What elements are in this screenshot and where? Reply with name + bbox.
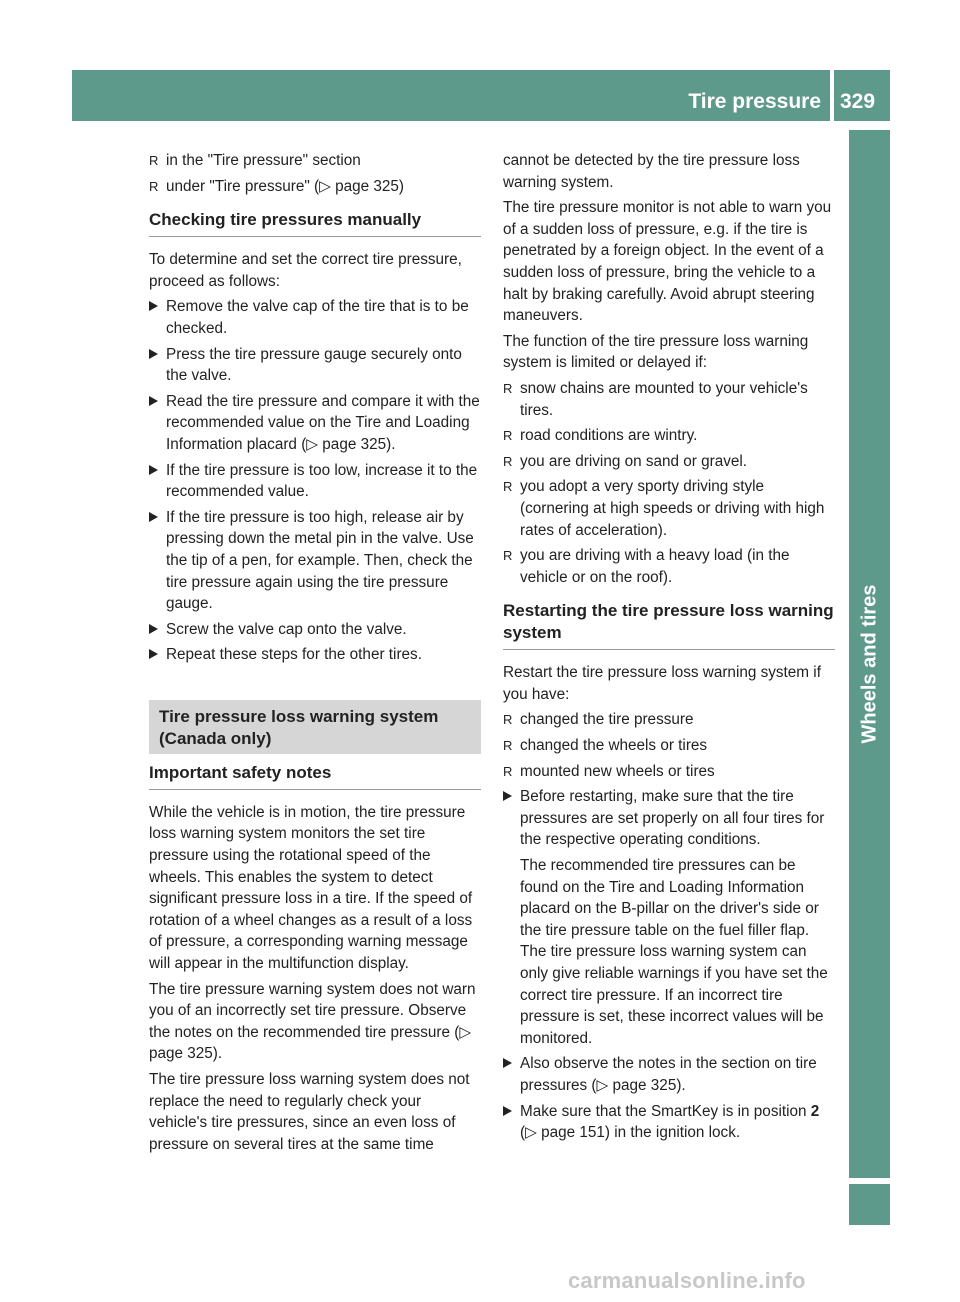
chapter-marker [849, 1184, 890, 1225]
bullet-marker: R [503, 548, 513, 564]
list-item: R changed the wheels or tires [503, 735, 835, 757]
paragraph: While the vehicle is in motion, the tire pressure loss warning system monitors the set tire pressure using the rotational speed of the wheels. This enables the system to detect significant pressure loss in a tire. If the speed of rotation of a wheel changes as a result of a loss of pressure, a corresponding warning message will appear in the multifunction display. [149, 803, 473, 973]
paragraph: cannot be detected by the tire pressure loss warning system. [503, 152, 800, 191]
step-arrow-icon [149, 396, 158, 406]
bullet-marker: R [503, 479, 513, 495]
paragraph: Restart the tire pressure loss warning system if you have: [503, 664, 821, 703]
step-arrow-icon [149, 624, 158, 634]
list-item: R you adopt a very sporty driving style (cornering at high speeds or driving with high rates of acceleration). [503, 478, 825, 539]
bullet-marker: R [503, 712, 513, 728]
list-item: R snow chains are mounted to your vehicle's tires. [503, 379, 808, 419]
bullet-marker: R [503, 763, 513, 779]
list-item: R road conditions are wintry. [503, 425, 835, 447]
step-item: Read the tire pressure and compare it with the recommended value on the Tire and Loading Information placard (▷ page 325). [149, 391, 481, 456]
bullet-marker: R [503, 380, 513, 396]
step-arrow-icon [503, 1106, 512, 1116]
step-arrow-icon [149, 649, 158, 659]
right-column [503, 150, 835, 1148]
position-number: 2 [810, 1102, 820, 1120]
bullet-marker: R [149, 153, 159, 168]
step-item: Screw the valve cap onto the valve. [149, 619, 481, 641]
left-column [149, 150, 481, 1159]
list-item: R changed the tire pressure [503, 709, 835, 731]
step-item: If the tire pressure is too low, increase it to the recommended value. [149, 460, 481, 503]
list-item: R you are driving on sand or gravel. [503, 451, 835, 473]
list-item: R under "Tire pressure" (▷ page 325) [149, 176, 481, 198]
step-item: Repeat these steps for the other tires. [149, 644, 481, 666]
list-item: R mounted new wheels or tires [503, 761, 835, 783]
watermark: carmanualsonline.info [568, 1268, 806, 1293]
section-heading-restart: Restarting the tire pressure loss warning system [503, 600, 835, 650]
chapter-label: Wheels and tires [858, 584, 881, 744]
bullet-marker: R [503, 453, 513, 469]
section-heading-checking: Checking tire pressures manually [149, 209, 481, 237]
paragraph: The tire pressure monitor is not able to warn you of a sudden loss of pressure, e.g. if the tire is penetrated by a foreign object. In the event of a sudden loss of pressure, bring the vehicle to a halt by braking carefully. Avoid abrupt steering maneuvers. [503, 199, 832, 325]
chapter-heading-loss-warning: Tire pressure loss warning system (Canada only) [149, 700, 481, 754]
paragraph: The function of the tire pressure loss warning system is limited or delayed if: [503, 332, 809, 372]
paragraph: To determine and set the correct tire pressure, proceed as follows: [149, 251, 462, 290]
step-arrow-icon [149, 512, 158, 522]
step-arrow-icon [149, 465, 158, 475]
step-arrow-icon [503, 1058, 512, 1068]
step-arrow-icon [149, 301, 158, 311]
step-item: Press the tire pressure gauge securely onto the valve. [149, 344, 481, 387]
step-arrow-icon [149, 349, 158, 359]
paragraph: The tire pressure loss warning system does not replace the need to regularly check your vehicle's tire pressures, since an even loss of pressure on several tires at the same time [149, 1071, 470, 1153]
section-heading-safety: Important safety notes [149, 762, 481, 790]
list-item: R you are driving with a heavy load (in the vehicle or on the roof). [503, 547, 790, 586]
paragraph: The tire pressure warning system does not warn you of an incorrectly set tire pressure. Observe the notes on the recommended tire pressure (▷ page 325). [149, 980, 476, 1063]
step-note: The recommended tire pressures can be found on the Tire and Loading Information placard on the B-pillar on the driver's side or the tire pressure table on the fuel filler flap. The tire pressure loss warning system can only give reliable warnings if you have set the correct tire pressure. If an incorrect tire pressure is set, these incorrect values will be monitored. [520, 857, 828, 1047]
step-item: Also observe the notes in the section on tire pressures (▷ page 325). [503, 1053, 835, 1096]
step-item: If the tire pressure is too high, release air by pressing down the metal pin in the valve. Use the tip of a pen, for example. Then, check the tire pressure again using the tire pressure gauge. [149, 507, 481, 615]
bullet-marker: R [503, 428, 513, 444]
step-item: Make sure that the SmartKey is in position 2 (▷ page 151) in the ignition lock. [503, 1101, 835, 1144]
step-item: Remove the valve cap of the tire that is to be checked. [149, 296, 481, 339]
list-item: R in the "Tire pressure" section [149, 150, 481, 172]
header-bar [72, 70, 890, 121]
page-number: 329 [840, 90, 876, 113]
bullet-marker: R [503, 738, 513, 754]
step-arrow-icon [503, 791, 512, 801]
bullet-marker: R [149, 178, 159, 194]
step-item: Before restarting, make sure that the tire pressures are set properly on all four tires for the respective operating conditions. [503, 786, 835, 851]
page-title: Tire pressure [688, 90, 821, 113]
header-separator [830, 70, 834, 121]
